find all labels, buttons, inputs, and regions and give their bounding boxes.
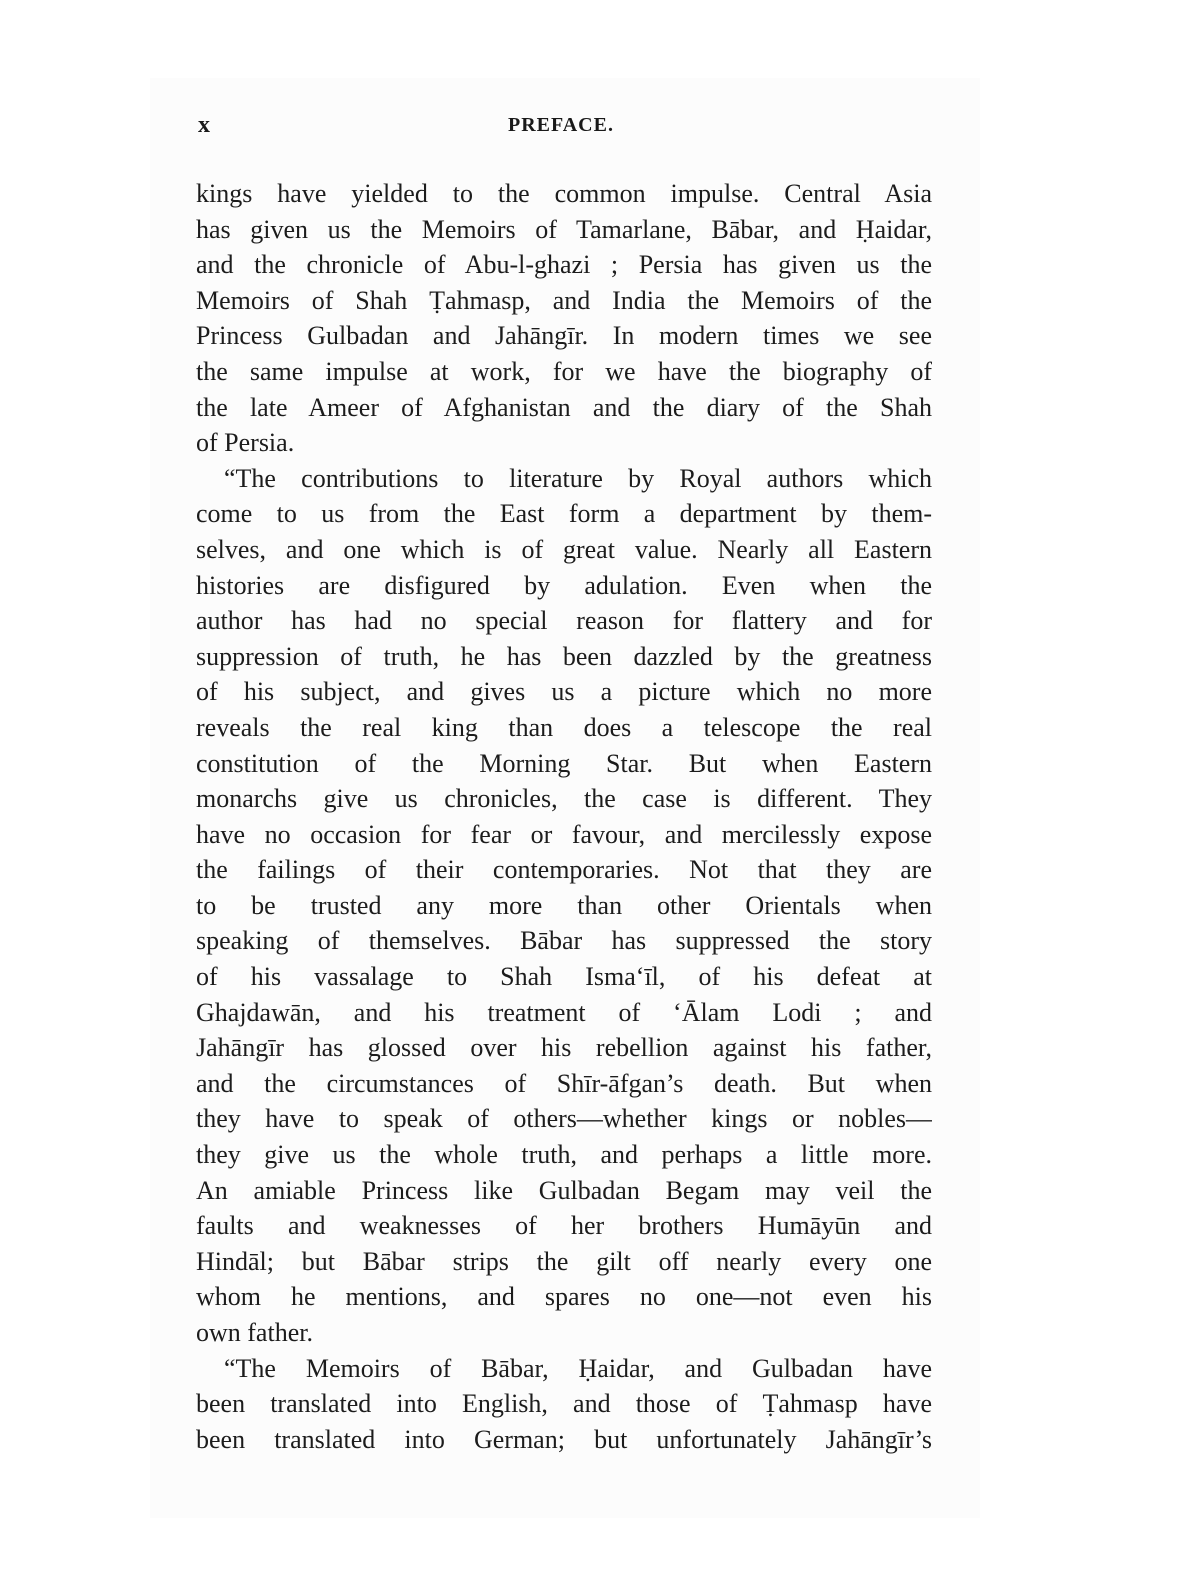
text-line: the late Ameer of Afghanistan and the diary of the Shah (196, 392, 932, 422)
text-line: selves, and one which is of great value. Nearly all Eastern (196, 534, 932, 564)
paragraph (196, 461, 932, 1351)
text-line: author has had no special reason for flattery and for (196, 606, 932, 636)
page-heading: PREFACE. (508, 114, 614, 136)
text-line: monarchs give us chronicles, the case is different. They (196, 784, 932, 814)
text-line: Hindāl; but Bābar strips the gilt off nearly every one (196, 1246, 932, 1276)
text-line: faults and weaknesses of her brothers Humāyūn and (196, 1211, 932, 1241)
text-line: speaking of themselves. Bābar has suppressed the story (196, 926, 932, 956)
text-line: suppression of truth, he has been dazzled by the greatness (196, 641, 932, 671)
text-line: Princess Gulbadan and Jahāngīr. In modern times we see (196, 321, 932, 351)
text-line: has given us the Memoirs of Tamarlane, Bābar, and Ḥaidar, (196, 214, 932, 244)
text-line: Memoirs of Shah Ṭahmasp, and India the Memoirs of the (196, 285, 932, 315)
text-line: have no occasion for fear or favour, and mercilessly expose (196, 819, 932, 849)
text-line: they give us the whole truth, and perhaps a little more. (196, 1140, 932, 1170)
text-line: histories are disfigured by adulation. Even when the (196, 570, 932, 600)
text-line: of Persia. (196, 428, 295, 458)
text-line: Ghajdawān, and his treatment of ‘Ālam Lodi ; and (196, 997, 932, 1027)
text-line: kings have yielded to the common impulse. Central Asia (196, 179, 932, 208)
text-line: been translated into English, and those of Ṭahmasp have (196, 1389, 932, 1419)
text-line: the failings of their contemporaries. Not that they are (196, 855, 932, 885)
paragraph (196, 176, 932, 461)
text-line: “The Memoirs of Bābar, Ḥaidar, and Gulbadan have (224, 1353, 932, 1383)
text-line: been translated into German; but unfortunately Jahāngīr’s (196, 1424, 932, 1454)
page-number: x (198, 112, 210, 138)
text-line: constitution of the Morning Star. But when Eastern (196, 748, 932, 778)
paragraph (196, 1351, 932, 1458)
text-line: “The contributions to literature by Royal authors which (224, 463, 932, 493)
text-line: whom he mentions, and spares no one—not even his (196, 1282, 932, 1312)
text-line: and the circumstances of Shīr-āfgan’s death. But when (196, 1068, 932, 1098)
running-head (198, 112, 938, 142)
text-line: and the chronicle of Abu-l-ghazi ; Persia has given us the (196, 250, 932, 280)
text-line: Jahāngīr has glossed over his rebellion against his father, (196, 1033, 932, 1063)
text-line: own father. (196, 1318, 313, 1347)
text-line: the same impulse at work, for we have the biography of (196, 356, 932, 386)
text-line: reveals the real king than does a telescope the real (196, 712, 932, 742)
text-line: they have to speak of others—whether kings or nobles— (196, 1104, 932, 1134)
text-line: An amiable Princess like Gulbadan Begam may veil the (196, 1175, 932, 1205)
text-line: to be trusted any more than other Orientals when (196, 890, 932, 920)
text-line: of his subject, and gives us a picture which no more (196, 677, 932, 707)
text-line: of his vassalage to Shah Isma‘īl, of his defeat at (196, 962, 932, 992)
body-text (196, 176, 932, 1457)
text-line: come to us from the East form a department by them- (196, 499, 932, 529)
